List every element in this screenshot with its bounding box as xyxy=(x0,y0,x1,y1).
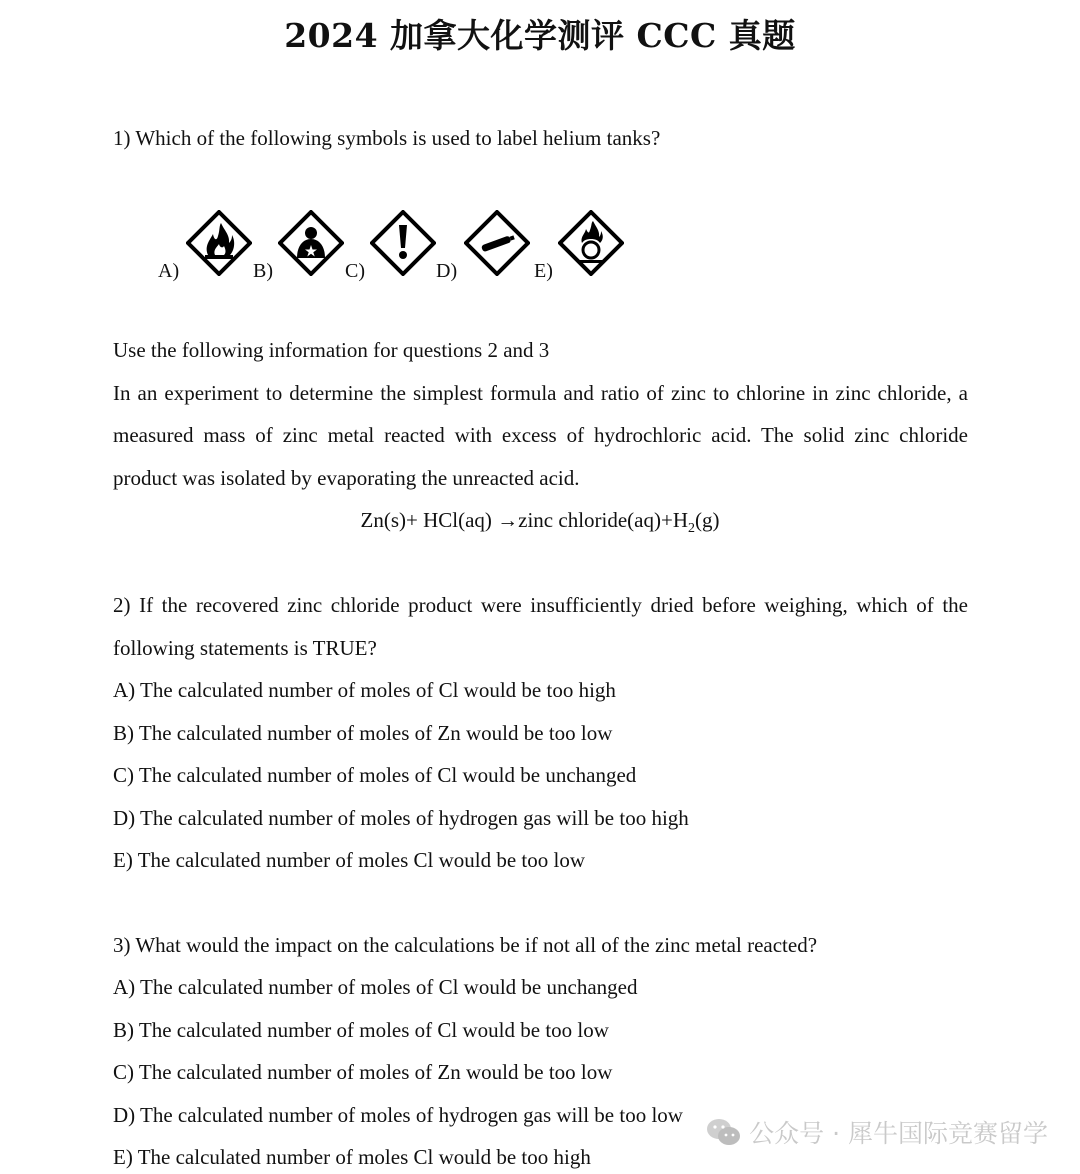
q3-option-b: B) The calculated number of moles of Cl would be too low xyxy=(113,1018,609,1042)
q2-option-a: A) The calculated number of moles of Cl would be too high xyxy=(113,678,616,702)
exclamation-icon xyxy=(370,210,436,276)
watermark-text: 公众号 · 犀牛国际竞赛留学 xyxy=(749,1119,1048,1148)
wechat-logo-icon xyxy=(705,1117,741,1147)
q3-option-c: C) The calculated number of moles of Zn would be too low xyxy=(113,1060,613,1084)
q3-option-d: D) The calculated number of moles of hydrogen gas will be too low xyxy=(113,1103,683,1127)
equation-main: Zn(s)+ HCl(aq) →zinc chloride(aq)+H xyxy=(360,508,688,532)
q2-text-line-2: following statements is TRUE? xyxy=(113,636,377,660)
equation-end: (g) xyxy=(695,508,720,532)
q1-text: 1) Which of the following symbols is used to label helium tanks? xyxy=(113,126,661,150)
q2-option-b: B) The calculated number of moles of Zn would be too low xyxy=(113,721,613,745)
info-paragraph-line-2: measured mass of zinc metal reacted with excess of hydrochloric acid. The solid zinc chloride xyxy=(113,423,968,447)
info-intro: Use the following information for questions 2 and 3 xyxy=(113,338,550,362)
q2-text-line-1: 2) If the recovered zinc chloride product were insufficiently dried before weighing, which of the xyxy=(113,593,968,617)
flame-over-circle-icon xyxy=(558,210,624,276)
q2-option-e: E) The calculated number of moles Cl would be too low xyxy=(113,848,585,872)
watermark xyxy=(705,1112,1048,1152)
q2-option-d: D) The calculated number of moles of hydrogen gas will be too high xyxy=(113,806,689,830)
page-title: 2024 加拿大化学测评 CCC 真题 xyxy=(284,16,796,55)
q3-option-e: E) The calculated number of moles Cl would be too high xyxy=(113,1145,591,1169)
q1-option-d-label: D) xyxy=(436,260,458,282)
gas-cylinder-icon xyxy=(464,210,530,276)
flame-icon xyxy=(186,210,252,276)
equation-subscript: 2 xyxy=(688,521,695,537)
q1-option-a-label: A) xyxy=(158,260,180,282)
info-paragraph-line-3: product was isolated by evaporating the unreacted acid. xyxy=(113,466,580,490)
q3-option-a: A) The calculated number of moles of Cl would be unchanged xyxy=(113,975,638,999)
info-paragraph-line-1: In an experiment to determine the simplest formula and ratio of zinc to chlorine in zinc chloride, a xyxy=(113,381,968,405)
health-hazard-icon xyxy=(278,210,344,276)
q1-option-e-label: E) xyxy=(534,260,553,282)
q3-text: 3) What would the impact on the calculations be if not all of the zinc metal reacted? xyxy=(113,933,818,957)
q1-option-b-label: B) xyxy=(253,260,273,282)
q1-option-c-label: C) xyxy=(345,260,365,282)
reaction-equation xyxy=(0,508,1080,537)
q2-option-c: C) The calculated number of moles of Cl would be unchanged xyxy=(113,763,637,787)
